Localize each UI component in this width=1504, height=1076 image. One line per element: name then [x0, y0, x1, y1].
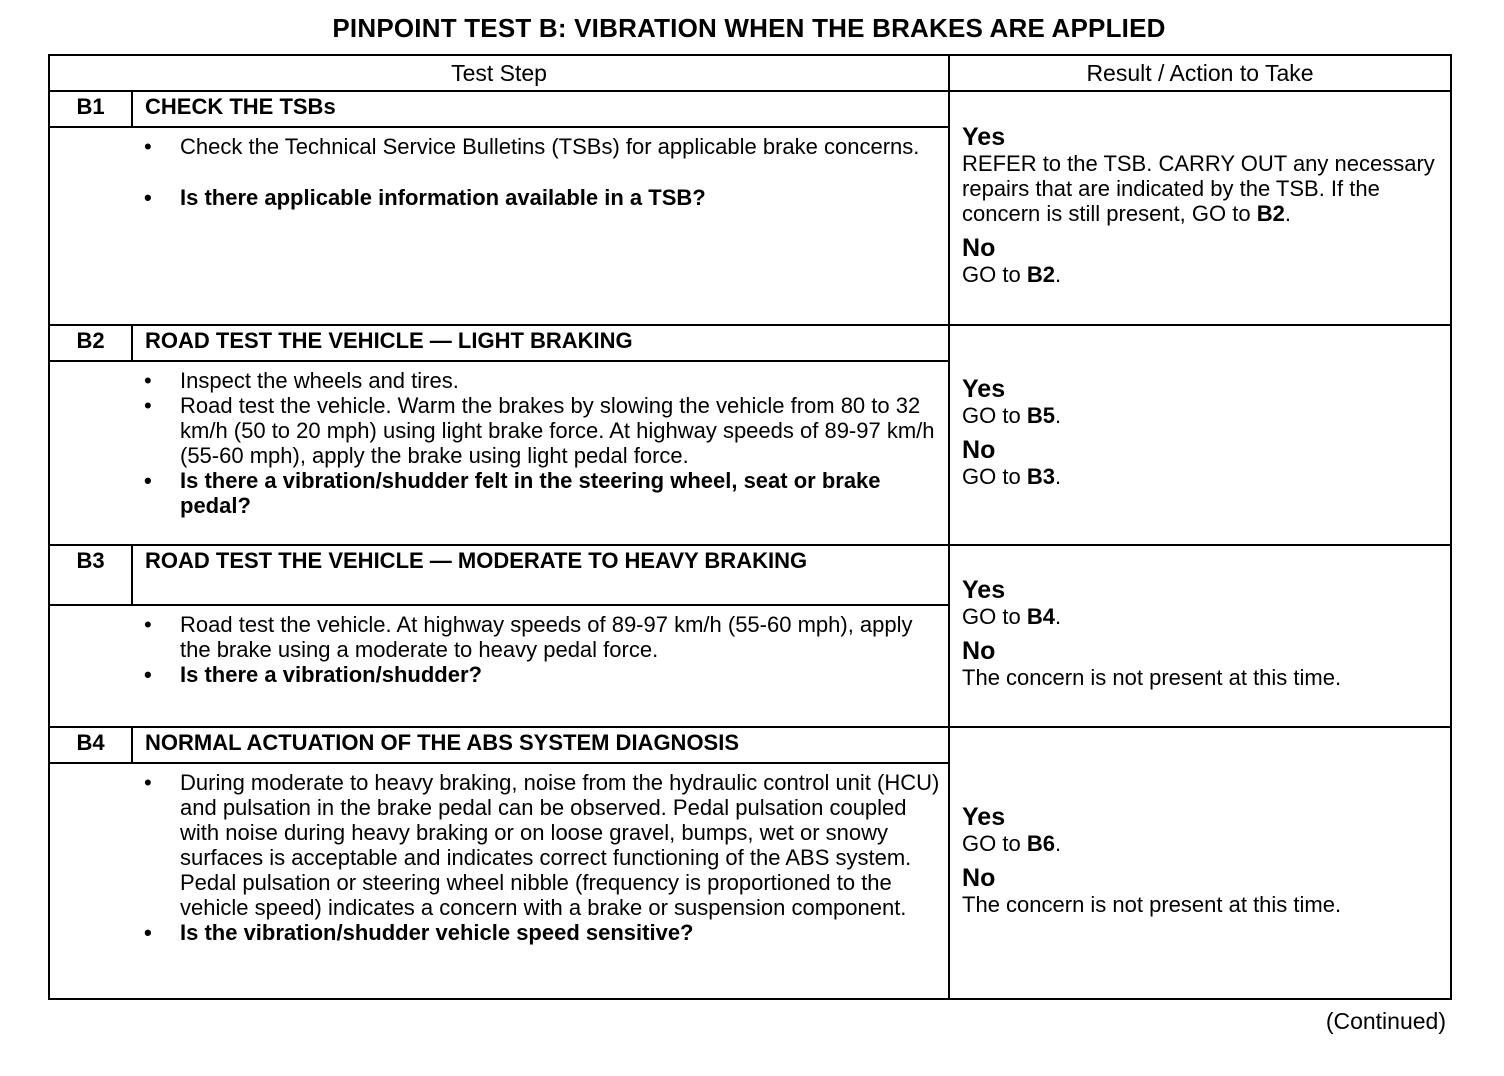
- step-title-row: [49, 325, 1451, 361]
- step-title: ROAD TEST THE VEHICLE — LIGHT BRAKING: [132, 325, 949, 361]
- step-instructions: [132, 361, 949, 545]
- result-step-ref: B2: [1026, 262, 1055, 287]
- step-instruction: • Road test the vehicle. Warm the brakes by slowing the vehicle from 80 to 32 km/h (50 to 20 mph) using light brake force. At highway speeds of 89-97 km/h (55-60 mph), apply the brake using light pedal force.: [180, 393, 940, 468]
- result-action: [962, 831, 1440, 856]
- result-label: Yes: [962, 123, 1006, 151]
- table-body: [49, 91, 1451, 999]
- step-bullet-list: [132, 606, 948, 691]
- result-no: [962, 637, 1440, 690]
- document-title: PINPOINT TEST B: VIBRATION WHEN THE BRAKES ARE APPLIED: [332, 13, 1166, 43]
- result-action-text: GO to: [962, 831, 1027, 856]
- result-action: [962, 262, 1440, 287]
- step-id-spacer: [49, 605, 132, 727]
- step-question: • Is there a vibration/shudder felt in the steering wheel, seat or brake pedal?: [180, 468, 940, 518]
- step-instruction: • Inspect the wheels and tires.: [180, 368, 940, 393]
- result-action: [962, 892, 1440, 917]
- result-yes: [962, 375, 1440, 428]
- result-action-end: .: [1054, 464, 1062, 489]
- header-test-step: Test Step: [49, 55, 949, 91]
- header-result-action: Result / Action to Take: [949, 55, 1451, 91]
- step-instruction: • Road test the vehicle. At highway speeds of 89-97 km/h (55-60 mph), apply the brake using a moderate to heavy pedal force.: [180, 612, 940, 662]
- result-step-ref: B3: [1026, 464, 1055, 489]
- step-instruction: • During moderate to heavy braking, noise from the hydraulic control unit (HCU) and pulsation in the brake pedal can be observed. Pedal pulsation coupled with noise during heavy braking or on loose gravel, bumps, wet or snowy surfaces is acceptable and indicates correct functioning of the ABS system. Pedal pulsation or steering wheel nibble (frequency is proportioned to the vehicle speed) indicates a concern with a brake or suspension component.: [180, 770, 940, 920]
- step-title: ROAD TEST THE VEHICLE — MODERATE TO HEAVY BRAKING: [132, 545, 949, 605]
- result-action-text: The concern is not present at this time.: [962, 892, 1342, 917]
- result-label: No: [962, 436, 996, 464]
- step-id: B3: [49, 545, 132, 605]
- step-instructions: [132, 127, 949, 325]
- step-result-cell: [949, 325, 1451, 545]
- result-action-end: .: [1054, 604, 1062, 629]
- step-id-spacer: [49, 763, 132, 999]
- continued-note: (Continued): [1325, 1008, 1446, 1034]
- step-question: • Is the vibration/shudder vehicle speed sensitive?: [180, 920, 940, 945]
- step-result-cell: [949, 727, 1451, 999]
- step-instruction: • Check the Technical Service Bulletins (TSBs) for applicable brake concerns.: [180, 134, 940, 159]
- result-step-ref: B4: [1026, 604, 1055, 629]
- result-action-end: .: [1054, 403, 1062, 428]
- step-id: B1: [49, 91, 132, 127]
- result-action-text: GO to: [962, 262, 1027, 287]
- result-step-ref: B5: [1026, 403, 1055, 428]
- table-header-row: [49, 55, 1451, 91]
- step-title: NORMAL ACTUATION OF THE ABS SYSTEM DIAGNOSIS: [132, 727, 949, 763]
- result-action-text: GO to: [962, 604, 1027, 629]
- result-yes: [962, 123, 1440, 226]
- result-action: [962, 665, 1440, 690]
- result-action-text: REFER to the TSB. CARRY OUT any necessary repairs that are indicated by the TSB. If the concern is still present, GO to: [962, 151, 1435, 226]
- step-id: B4: [49, 727, 132, 763]
- result-action: [962, 604, 1440, 629]
- result-label: No: [962, 234, 996, 262]
- step-id-spacer: [49, 127, 132, 325]
- step-title-row: [49, 91, 1451, 127]
- step-question: • Is there applicable information available in a TSB?: [180, 185, 940, 210]
- result-action-end: .: [1054, 262, 1062, 287]
- result-action-end: .: [1284, 201, 1291, 226]
- step-title-row: [49, 727, 1451, 763]
- result-action-text: GO to: [962, 403, 1027, 428]
- result-no: [962, 234, 1440, 287]
- result-label: No: [962, 864, 996, 892]
- result-label: No: [962, 637, 996, 665]
- step-title-row: [49, 545, 1451, 605]
- result-step-ref: B6: [1026, 831, 1055, 856]
- step-result-cell: [949, 545, 1451, 727]
- result-no: [962, 436, 1440, 489]
- result-label: Yes: [962, 576, 1006, 604]
- result-step-ref: B2: [1256, 201, 1285, 226]
- result-action-text: GO to: [962, 464, 1027, 489]
- step-id-spacer: [49, 361, 132, 545]
- pinpoint-test-table: [48, 54, 1452, 1000]
- result-action: [962, 464, 1440, 489]
- result-action-text: The concern is not present at this time.: [962, 665, 1342, 690]
- result-action: [962, 403, 1440, 428]
- step-bullet-list: [132, 362, 948, 522]
- step-result-cell: [949, 91, 1451, 325]
- step-id: B2: [49, 325, 132, 361]
- result-no: [962, 864, 1440, 917]
- result-action: [962, 151, 1440, 226]
- result-label: Yes: [962, 803, 1006, 831]
- step-bullet-list: [132, 764, 948, 949]
- step-instructions: [132, 605, 949, 727]
- result-yes: [962, 576, 1440, 629]
- step-title: CHECK THE TSBs: [132, 91, 949, 127]
- step-question: • Is there a vibration/shudder?: [180, 662, 940, 687]
- result-label: Yes: [962, 375, 1006, 403]
- step-instructions: [132, 763, 949, 999]
- result-yes: [962, 803, 1440, 856]
- step-bullet-list: [132, 128, 948, 214]
- result-action-end: .: [1054, 831, 1062, 856]
